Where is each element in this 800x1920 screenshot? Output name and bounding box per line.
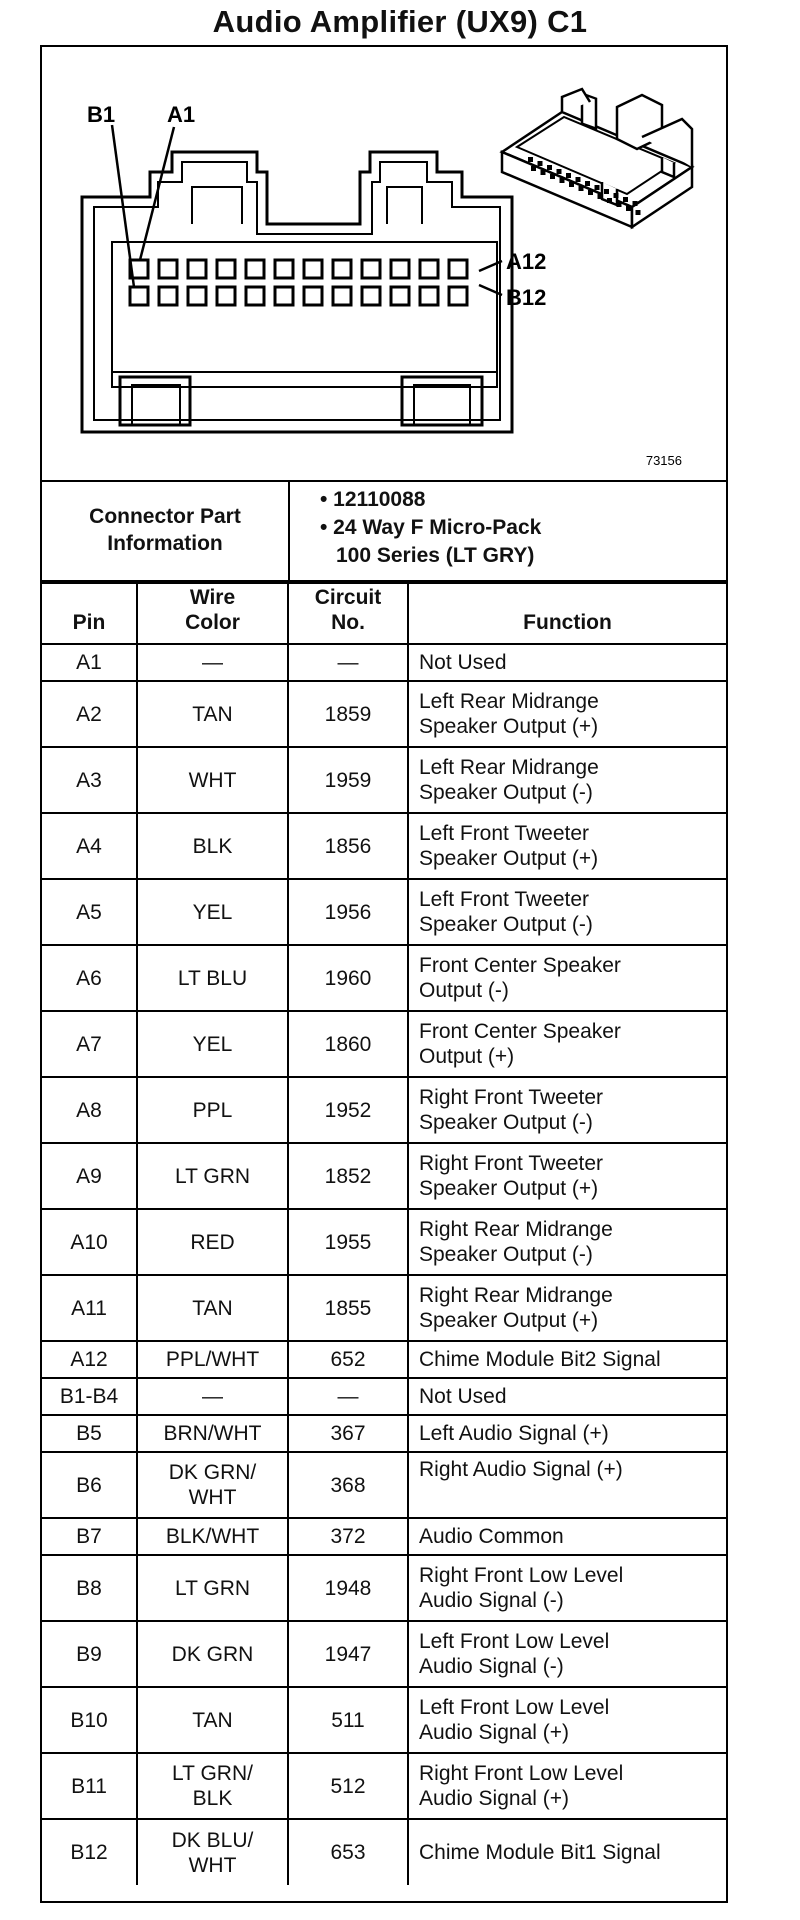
connector-sheet — [40, 45, 728, 1903]
iso-pin — [538, 161, 543, 166]
cavity-a4 — [217, 260, 235, 278]
circuit-cell: 1859 — [288, 681, 408, 747]
table-row — [42, 1143, 726, 1209]
wire-color-cell: LT GRN/ BLK — [137, 1753, 288, 1819]
cavity-b11 — [420, 287, 438, 305]
cavity-a8 — [333, 260, 351, 278]
wire-color-cell: BLK — [137, 813, 288, 879]
table-row — [42, 1819, 726, 1885]
cavity-b8 — [333, 287, 351, 305]
header-wire-color: Wire Color — [137, 583, 288, 644]
circuit-cell: 1947 — [288, 1621, 408, 1687]
connector-part-label-line2: Information — [107, 532, 223, 555]
iso-pin — [528, 157, 533, 162]
wire-color-cell: — — [137, 1378, 288, 1415]
cavity-b4 — [217, 287, 235, 305]
iso-pin — [598, 194, 603, 199]
function-cell: Right Front Tweeter Speaker Output (-) — [408, 1077, 726, 1143]
function-cell: Right Front Low Level Audio Signal (-) — [408, 1555, 726, 1621]
iso-pin — [617, 202, 622, 207]
label-a12: A12 — [506, 249, 547, 274]
iso-pin — [569, 182, 574, 187]
circuit-cell: 1959 — [288, 747, 408, 813]
iso-pin — [576, 177, 581, 182]
wire-color-cell: TAN — [137, 1275, 288, 1341]
connector-type: • 24 Way F Micro-Pack — [320, 516, 542, 539]
circuit-cell: 1860 — [288, 1011, 408, 1077]
circuit-cell: — — [288, 644, 408, 681]
wire-color-cell: PPL/WHT — [137, 1341, 288, 1378]
wire-color-cell: BRN/WHT — [137, 1415, 288, 1452]
wire-color-cell: TAN — [137, 1687, 288, 1753]
circuit-cell: 1955 — [288, 1209, 408, 1275]
pin-cell: A1 — [42, 644, 137, 681]
wire-color-cell: YEL — [137, 1011, 288, 1077]
wire-color-cell: TAN — [137, 681, 288, 747]
pinout-rows — [42, 644, 726, 1885]
cavity-a11 — [420, 260, 438, 278]
iso-pin — [541, 170, 546, 175]
iso-pin — [579, 186, 584, 191]
function-cell: Left Audio Signal (+) — [408, 1415, 726, 1452]
wire-color-cell: PPL — [137, 1077, 288, 1143]
pin-cell: B6 — [42, 1452, 137, 1518]
header-function: Function — [408, 583, 726, 644]
pin-cell: A3 — [42, 747, 137, 813]
table-row — [42, 1378, 726, 1415]
table-row — [42, 747, 726, 813]
wire-color-cell: DK BLU/ WHT — [137, 1819, 288, 1885]
wire-color-cell: DK GRN — [137, 1621, 288, 1687]
circuit-cell: 1948 — [288, 1555, 408, 1621]
table-row — [42, 644, 726, 681]
wire-color-cell: BLK/WHT — [137, 1518, 288, 1555]
pin-cell: B7 — [42, 1518, 137, 1555]
pin-cell: A11 — [42, 1275, 137, 1341]
function-cell: Not Used — [408, 1378, 726, 1415]
table-row — [42, 1555, 726, 1621]
connector-series: 100 Series (LT GRY) — [336, 544, 535, 567]
connector-part-label-line1: Connector Part — [89, 505, 241, 528]
label-a1: A1 — [167, 102, 196, 127]
cavity-a2 — [159, 260, 177, 278]
circuit-cell: 1855 — [288, 1275, 408, 1341]
wire-color-cell: WHT — [137, 747, 288, 813]
table-row — [42, 1518, 726, 1555]
wire-color-cell: LT GRN — [137, 1555, 288, 1621]
circuit-cell: 511 — [288, 1687, 408, 1753]
iso-pin — [626, 206, 631, 211]
table-row — [42, 879, 726, 945]
table-row — [42, 1452, 726, 1518]
function-cell: Right Rear Midrange Speaker Output (-) — [408, 1209, 726, 1275]
cavity-a9 — [362, 260, 380, 278]
pin-cell: A12 — [42, 1341, 137, 1378]
cavity-a5 — [246, 260, 264, 278]
pin-cell: B12 — [42, 1819, 137, 1885]
cavity-b10 — [391, 287, 409, 305]
function-cell: Left Front Tweeter Speaker Output (+) — [408, 813, 726, 879]
pin-cell: B9 — [42, 1621, 137, 1687]
iso-pin — [557, 169, 562, 174]
cavity-a7 — [304, 260, 322, 278]
iso-pin — [588, 190, 593, 195]
pin-cell: B8 — [42, 1555, 137, 1621]
function-cell: Left Front Low Level Audio Signal (-) — [408, 1621, 726, 1687]
circuit-cell: 512 — [288, 1753, 408, 1819]
pin-cell: B1-B4 — [42, 1378, 137, 1415]
pin-cell: A6 — [42, 945, 137, 1011]
function-cell: Left Rear Midrange Speaker Output (-) — [408, 747, 726, 813]
label-b1: B1 — [87, 102, 116, 127]
part-number: • 12110088 — [320, 488, 426, 511]
function-cell: Left Front Tweeter Speaker Output (-) — [408, 879, 726, 945]
iso-pin — [595, 185, 600, 190]
table-row — [42, 1687, 726, 1753]
function-cell: Audio Common — [408, 1518, 726, 1555]
circuit-cell: 1856 — [288, 813, 408, 879]
cavity-a12 — [449, 260, 467, 278]
connector-diagram — [42, 47, 726, 482]
pin-cell: A8 — [42, 1077, 137, 1143]
connector-part-label — [42, 480, 290, 580]
connector-part-info — [42, 480, 726, 582]
cavity-b3 — [188, 287, 206, 305]
table-row — [42, 945, 726, 1011]
table-row — [42, 1415, 726, 1452]
circuit-cell: 1960 — [288, 945, 408, 1011]
circuit-cell: 372 — [288, 1518, 408, 1555]
table-header-row — [42, 583, 726, 644]
wire-color-cell: DK GRN/ WHT — [137, 1452, 288, 1518]
iso-pin — [547, 165, 552, 170]
iso-pin — [623, 197, 628, 202]
wire-color-cell: LT GRN — [137, 1143, 288, 1209]
document-title: Audio Amplifier (UX9) C1 — [212, 4, 588, 39]
cavity-b2 — [159, 287, 177, 305]
cavity-a3 — [188, 260, 206, 278]
function-cell: Front Center Speaker Output (-) — [408, 945, 726, 1011]
function-cell: Front Center Speaker Output (+) — [408, 1011, 726, 1077]
pin-cell: B10 — [42, 1687, 137, 1753]
table-row — [42, 1341, 726, 1378]
iso-pin — [531, 166, 536, 171]
table-row — [42, 1209, 726, 1275]
table-row — [42, 1621, 726, 1687]
pin-cell: B11 — [42, 1753, 137, 1819]
table-row — [42, 1753, 726, 1819]
label-b12: B12 — [506, 285, 547, 310]
wire-color-cell: RED — [137, 1209, 288, 1275]
connector-part-details — [320, 486, 541, 570]
pin-cell: A9 — [42, 1143, 137, 1209]
pin-cell: B5 — [42, 1415, 137, 1452]
pinout-table — [42, 582, 726, 1885]
circuit-cell: 367 — [288, 1415, 408, 1452]
function-cell: Right Audio Signal (+) — [408, 1452, 726, 1518]
pin-cell: A5 — [42, 879, 137, 945]
cavity-b1 — [130, 287, 148, 305]
cavity-b5 — [246, 287, 264, 305]
iso-pin — [566, 173, 571, 178]
table-row — [42, 813, 726, 879]
cavity-b7 — [304, 287, 322, 305]
wire-color-cell: YEL — [137, 879, 288, 945]
circuit-cell: 652 — [288, 1341, 408, 1378]
circuit-cell: 1952 — [288, 1077, 408, 1143]
cavity-b12 — [449, 287, 467, 305]
wire-color-cell: LT BLU — [137, 945, 288, 1011]
circuit-cell: 1852 — [288, 1143, 408, 1209]
iso-pin — [614, 193, 619, 198]
iso-pin — [604, 189, 609, 194]
function-cell: Not Used — [408, 644, 726, 681]
function-cell: Left Rear Midrange Speaker Output (+) — [408, 681, 726, 747]
table-row — [42, 1275, 726, 1341]
circuit-cell: 1956 — [288, 879, 408, 945]
cavity-b9 — [362, 287, 380, 305]
function-cell: Right Rear Midrange Speaker Output (+) — [408, 1275, 726, 1341]
pin-cell: A7 — [42, 1011, 137, 1077]
table-row — [42, 1011, 726, 1077]
header-pin: Pin — [42, 583, 137, 644]
circuit-cell: 653 — [288, 1819, 408, 1885]
table-row — [42, 681, 726, 747]
wire-color-cell: — — [137, 644, 288, 681]
cavity-a6 — [275, 260, 293, 278]
iso-pin — [636, 210, 641, 215]
circuit-cell: — — [288, 1378, 408, 1415]
iso-pin — [633, 201, 638, 206]
iso-pin — [585, 181, 590, 186]
function-cell: Right Front Tweeter Speaker Output (+) — [408, 1143, 726, 1209]
header-circuit-no: Circuit No. — [288, 583, 408, 644]
iso-pin — [550, 174, 555, 179]
table-row — [42, 1077, 726, 1143]
iso-pin — [607, 198, 612, 203]
function-cell: Chime Module Bit2 Signal — [408, 1341, 726, 1378]
pin-cavities — [130, 260, 467, 305]
pin-cell: A4 — [42, 813, 137, 879]
figure-number: 73156 — [645, 453, 682, 468]
circuit-cell: 368 — [288, 1452, 408, 1518]
pin-cell: A2 — [42, 681, 137, 747]
cavity-a10 — [391, 260, 409, 278]
cavity-b6 — [275, 287, 293, 305]
function-cell: Chime Module Bit1 Signal — [408, 1819, 726, 1885]
function-cell: Right Front Low Level Audio Signal (+) — [408, 1753, 726, 1819]
pin-cell: A10 — [42, 1209, 137, 1275]
function-cell: Left Front Low Level Audio Signal (+) — [408, 1687, 726, 1753]
iso-pin — [560, 178, 565, 183]
